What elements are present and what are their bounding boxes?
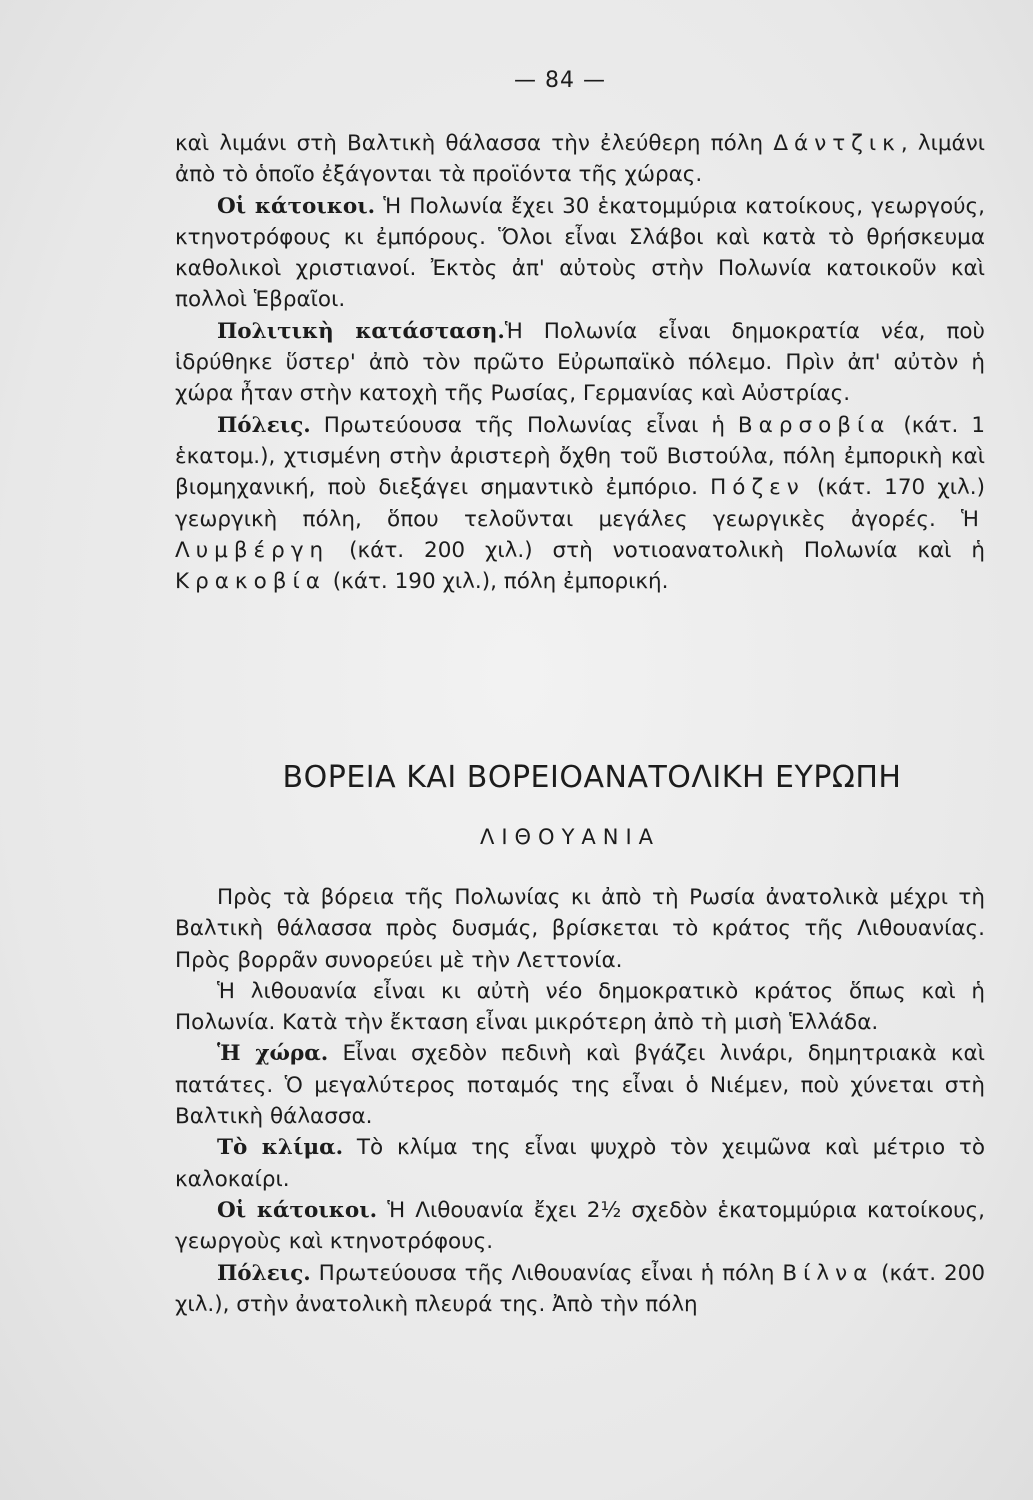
politics-text: Ἡ Πολωνία εἶναι δημοκρατία νέα, ποὺ ἱδρύθηκε ὕστερ' ἀπὸ τὸν πρῶτο Εὐρωπαϊκὸ πόλεμο. Πρὶν ἀπ' αὐτὸν ἡ χώρα ἦταν στὴν κατοχὴ τῆς Ρωσίας, Γερμανίας καὶ Αὐστρίας. [175,318,985,407]
lithuania-inhabitants-paragraph [175,1195,985,1258]
inhabitants-paragraph [175,191,985,316]
page-number: — 84 — [514,68,606,93]
climate-heading: Τὸ κλίμα. [217,1135,344,1161]
intro-paragraph [175,128,985,191]
lithuania-intro2-paragraph [175,976,985,1039]
lithuania-intro-paragraph [175,882,985,976]
intro-text: καὶ λιμάνι στὴ Βαλτικὴ θάλασσα τὴν ἐλεύθερη πόλη [175,131,764,156]
danzig-name: Δάντζικ [773,131,901,156]
poland-section [175,128,985,597]
lithuania-inhabitants-text: Ἡ Λιθουανία ἔχει 2½ σχεδὸν ἑκατομμύρια κατοίκους, γεωργοὺς καὶ κτηνοτρόφους. [175,1197,985,1255]
cities-text-d: (κάτ. 200 χιλ.) στὴ νοτιοανατολικὴ Πολωνία καὶ ἡ [329,537,985,563]
cities-paragraph [175,410,985,598]
lithuania-cities-text-b: (κάτ. 200 χιλ.), στὴν ἀνατολικὴ πλευρά της. Ἀπὸ τὴν πόλη [175,1260,986,1317]
politics-paragraph [175,316,985,410]
intro-end-text: , λιμάνι ἀπὸ τὸ ὁποῖο ἐξάγονται τὰ προϊόντα τῆς χώρας. [175,131,985,188]
lemberg-name: Ἡ Λυμβέργη [175,506,985,563]
poznan-name: Πόζεν [710,475,805,501]
warsaw-name: Βαρσοβία [737,412,891,438]
krakow-name: Κρακοβία [175,569,326,595]
lithuania-inhabitants-heading: Οἱ κάτοικοι. [217,1197,378,1223]
lithuania-heading: ΛΙΘΟΥΑΝΙΑ [479,825,661,849]
cities-text-a: Πρωτεύουσα τῆς Πολωνίας εἶναι ἡ [310,412,738,438]
country-paragraph [175,1038,985,1132]
cities-text-c: (κάτ. 170 χιλ.) γεωργικὴ πόλη, ὅπου τελοῦνται μεγάλες γεωργικὲς ἀγορές. [175,475,985,532]
cities-text-e: (κάτ. 190 χιλ.), πόλη ἐμπορική. [325,569,669,595]
chapter-heading: ΒΟΡΕΙΑ ΚΑΙ ΒΟΡΕΙΟΑΝΑΤΟΛΙΚΗ ΕΥΡΩΠΗ [282,760,902,795]
lithuania-intro2-text: Ἡ λιθουανία εἶναι κι αὐτὴ νέο δημοκρατικὸ κράτος ὅπως καὶ ἡ Πολωνία. Κατὰ τὴν ἔκταση εἶναι μικρότερη ἀπὸ τὴ μισὴ Ἑλλάδα. [175,978,985,1036]
cities-text-b: (κάτ. 1 ἑκατομ.), χτισμένη στὴν ἀριστερὴ ὄχθη τοῦ Βιστούλα, πόλη ἐμπορικὴ καὶ βιομηχανική, ποὺ διεξάγει σημαντικὸ ἐμπόριο. [175,412,985,501]
country-text: Εἶναι σχεδὸν πεδινὴ καὶ βγάζει λινάρι, δημητριακὰ καὶ πατάτες. Ὁ μεγαλύτερος ποταμός της εἶναι ὁ Νιέμεν, ποὺ χύνεται στὴ Βαλτικὴ θάλασσα. [175,1041,985,1130]
lithuania-section [175,882,985,1320]
lithuania-intro-text: Πρὸς τὰ βόρεια τῆς Πολωνίας κι ἀπὸ τὴ Ρωσία ἀνατολικὰ μέχρι τὴ Βαλτικὴ θάλασσα πρὸς δυσμάς, βρίσκεται τὸ κράτος τῆς Λιθουανίας. Πρὸς βορρᾶν συνορεύει μὲ τὴν Λεττονία. [175,885,985,973]
inhabitants-text: Ἡ Πολωνία ἔχει 30 ἑκατομμύρια κατοίκους, γεωργούς, κτηνοτρόφους κι ἐμπόρους. Ὅλοι εἶναι Σλάβοι καὶ κατὰ τὸ θρήσκευμα καθολικοὶ χριστιανοί. Ἐκτὸς ἀπ' αὐτοὺς στὴν Πολωνία κατοικοῦν καὶ πολλοὶ Ἑβραῖοι. [175,193,985,313]
climate-text: Τὸ κλίμα της εἶναι ψυχρὸ τὸν χειμῶνα καὶ μέτριο τὸ καλοκαίρι. [175,1135,985,1192]
climate-paragraph [175,1132,985,1195]
politics-heading: Πολιτικὴ κατάσταση. [217,318,505,344]
vilna-name: Βίλνα [782,1260,874,1286]
country-heading: Ἡ χώρα. [217,1041,329,1067]
lithuania-cities-heading: Πόλεις. [217,1260,311,1286]
lithuania-cities-paragraph [175,1258,985,1321]
cities-heading: Πόλεις. [217,412,311,438]
lithuania-cities-text-a: Πρωτεύουσα τῆς Λιθουανίας εἶναι ἡ πόλη [310,1260,783,1286]
inhabitants-heading: Οἱ κάτοικοι. [217,193,376,219]
